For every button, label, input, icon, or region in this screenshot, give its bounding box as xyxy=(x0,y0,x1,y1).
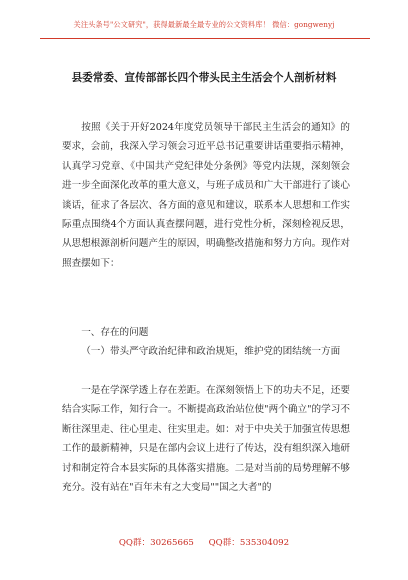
section-heading: 一、存在的问题 xyxy=(81,327,149,338)
body-paragraph-block xyxy=(62,381,350,497)
intro-paragraph-block xyxy=(62,118,350,273)
subsection-heading: （一）带头严守政治纪律和政治规矩，维护党的团结统一方面 xyxy=(81,346,341,357)
footer-qq-groups xyxy=(0,536,408,548)
subsection-heading-block xyxy=(62,342,350,361)
header-divider xyxy=(40,38,370,39)
footer-qq-group-1: QQ群：30265665 xyxy=(118,538,194,548)
body-paragraph: 一是在学深学透上存在差距。在深刻领悟上下的功夫不足，还要结合实际工作，知行合一。不断提高政治站位使"两个确立"的学习不断往深里走、往心里走、往实里走。如：对于中央关于加强宣传思想工作的最新精神，只是在部内会议上进行了传达，没有组织深入地研讨和制定符合本县实际的具体落实措施。二是对当前的局势理解不够充分。没有站在"百年未有之大变局""国之大者"的 xyxy=(62,385,350,494)
footer-qq-group-2: QQ群：535304092 xyxy=(208,538,290,548)
document-title: 县委常委、宣传部部长四个带头民主生活会个人剖析材料 xyxy=(71,72,337,84)
intro-paragraph: 按照《关于开好2024年度党员领导干部民主生活会的通知》的要求，会前，我深入学习领会习近平总书记重要讲话重要指示精神，认真学习党章、《中国共产党纪律处分条例》等党内法规，深刻领会进一步全面深化改革的重大意义，与班子成员和广大干部进行了谈心谈话，征求了各层次、各方面的意见和建议，联系本人思想和工作实际重点围绕4个方面认真查摆问题，进行党性分析，深刻检视反思，从思想根源剖析问题产生的原因，明确整改措施和努力方向。现作对照查摆如下： xyxy=(62,122,350,269)
header-notice: 关注头条号"公文研究"，获得最新最全最专业的公文资料库！ 微信：gongwenyj xyxy=(73,20,335,29)
